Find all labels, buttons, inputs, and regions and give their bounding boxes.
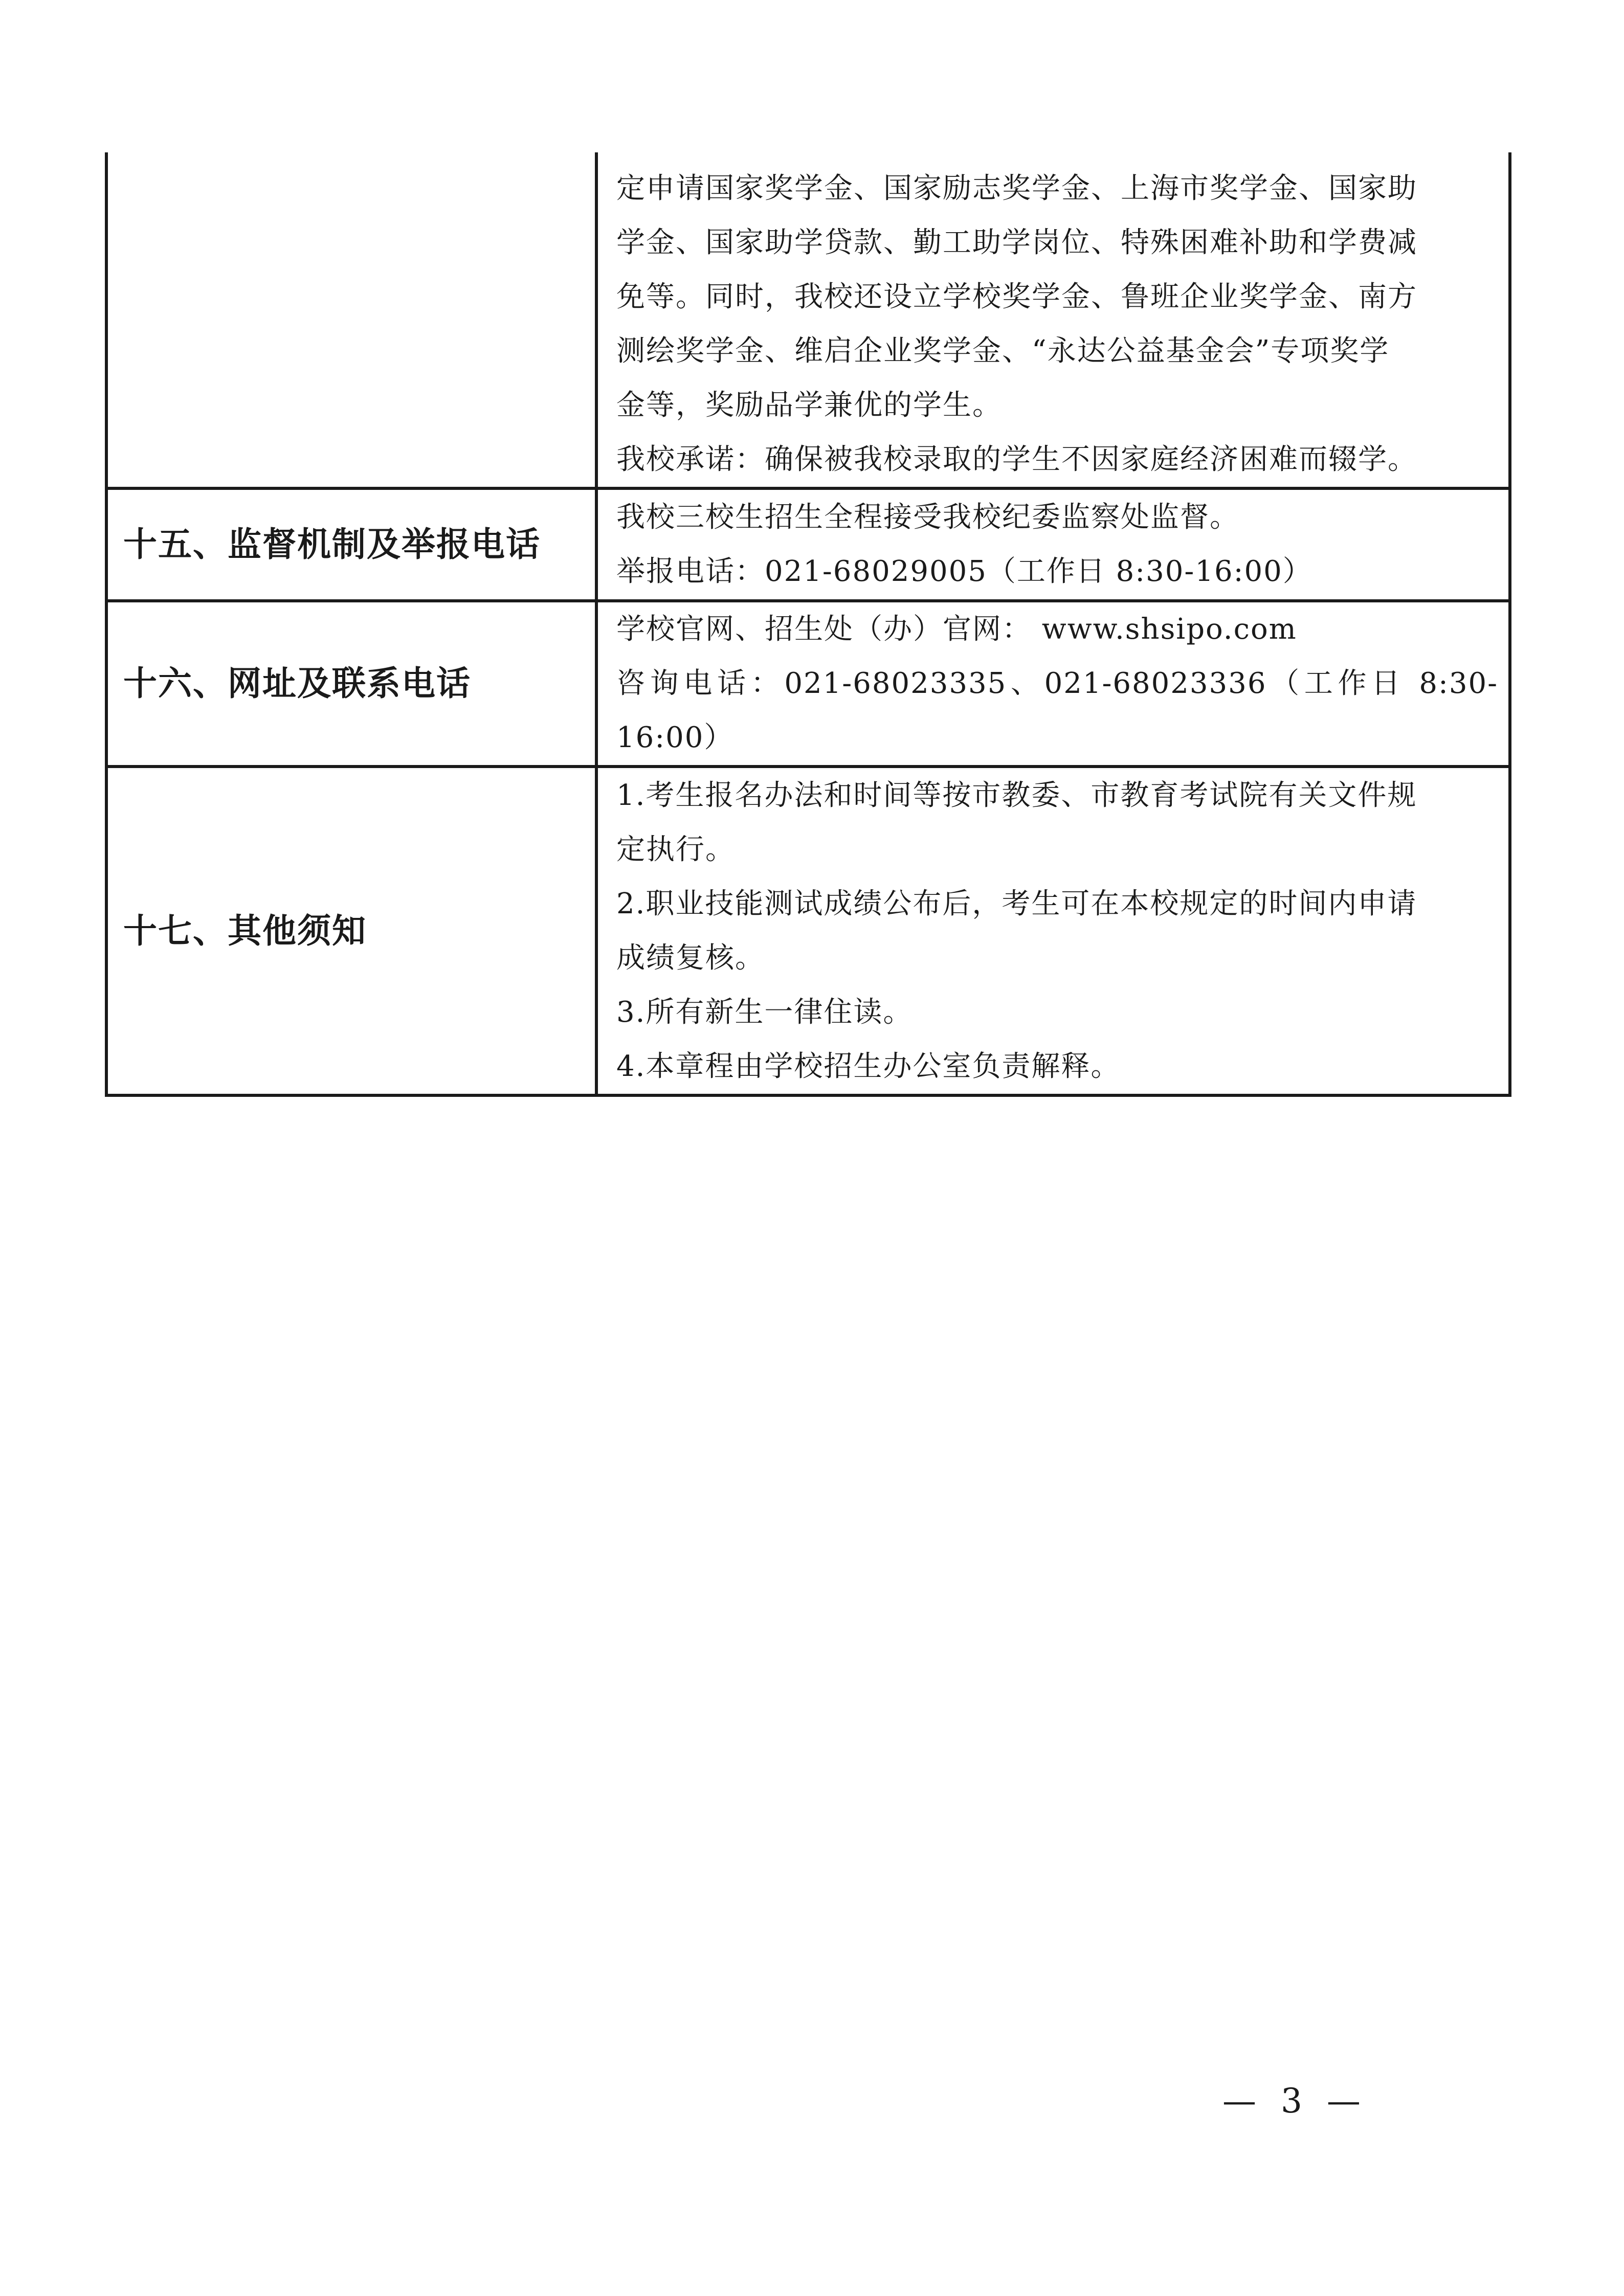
content-line: 咨询电话：021-68023335、021-68023336（工作日 8:30-16:00） (616, 667, 1498, 754)
content-line: 4.本章程由学校招生办公室负责解释。 (616, 1049, 1121, 1083)
content-line: 成绩复核。 (616, 941, 765, 975)
content-line: 金等，奖励品学兼优的学生。 (616, 389, 1002, 422)
row-label: 十六、网址及联系电话 (106, 601, 596, 767)
regulations-table (105, 152, 1511, 1097)
content-line: 测绘奖学金、维启企业奖学金、“永达公益基金会”专项奖学 (616, 334, 1390, 368)
row-content (596, 767, 1510, 1095)
content-line: 举报电话：021-68029005（工作日 8:30-16:00） (616, 555, 1312, 588)
content-line: 1.考生报名办法和时间等按市教委、市教育考试院有关文件规 (616, 778, 1417, 812)
table-row-scholarships (106, 152, 1510, 488)
page-number: — 3 — (1222, 2081, 1362, 2121)
table-row-contact (106, 601, 1510, 767)
row-content (596, 488, 1510, 601)
table-row-other-notes (106, 767, 1510, 1095)
row-label: 十七、其他须知 (106, 767, 596, 1095)
row-content (596, 152, 1510, 488)
row-content (596, 601, 1510, 767)
content-line: 3.所有新生一律住读。 (616, 995, 913, 1029)
content-line: 2.职业技能测试成绩公布后，考生可在本校规定的时间内申请 (616, 887, 1417, 920)
row-label: 十五、监督机制及举报电话 (106, 488, 596, 601)
content-line: 我校承诺：确保被我校录取的学生不因家庭经济困难而辍学。 (616, 443, 1417, 476)
content-line: 我校三校生招生全程接受我校纪委监察处监督。 (616, 501, 1239, 534)
content-line: 定执行。 (616, 832, 735, 866)
content-line: 免等。同时，我校还设立学校奖学金、鲁班企业奖学金、南方 (616, 280, 1417, 313)
content-line: 定申请国家奖学金、国家励志奖学金、上海市奖学金、国家助 (616, 172, 1417, 205)
table-row-supervision (106, 488, 1510, 601)
content-line: 学校官网、招生处（办）官网： www.shsipo.com (616, 613, 1297, 646)
row-label (106, 152, 596, 488)
content-line: 学金、国家助学贷款、勤工助学岗位、特殊困难补助和学费减 (616, 226, 1417, 259)
